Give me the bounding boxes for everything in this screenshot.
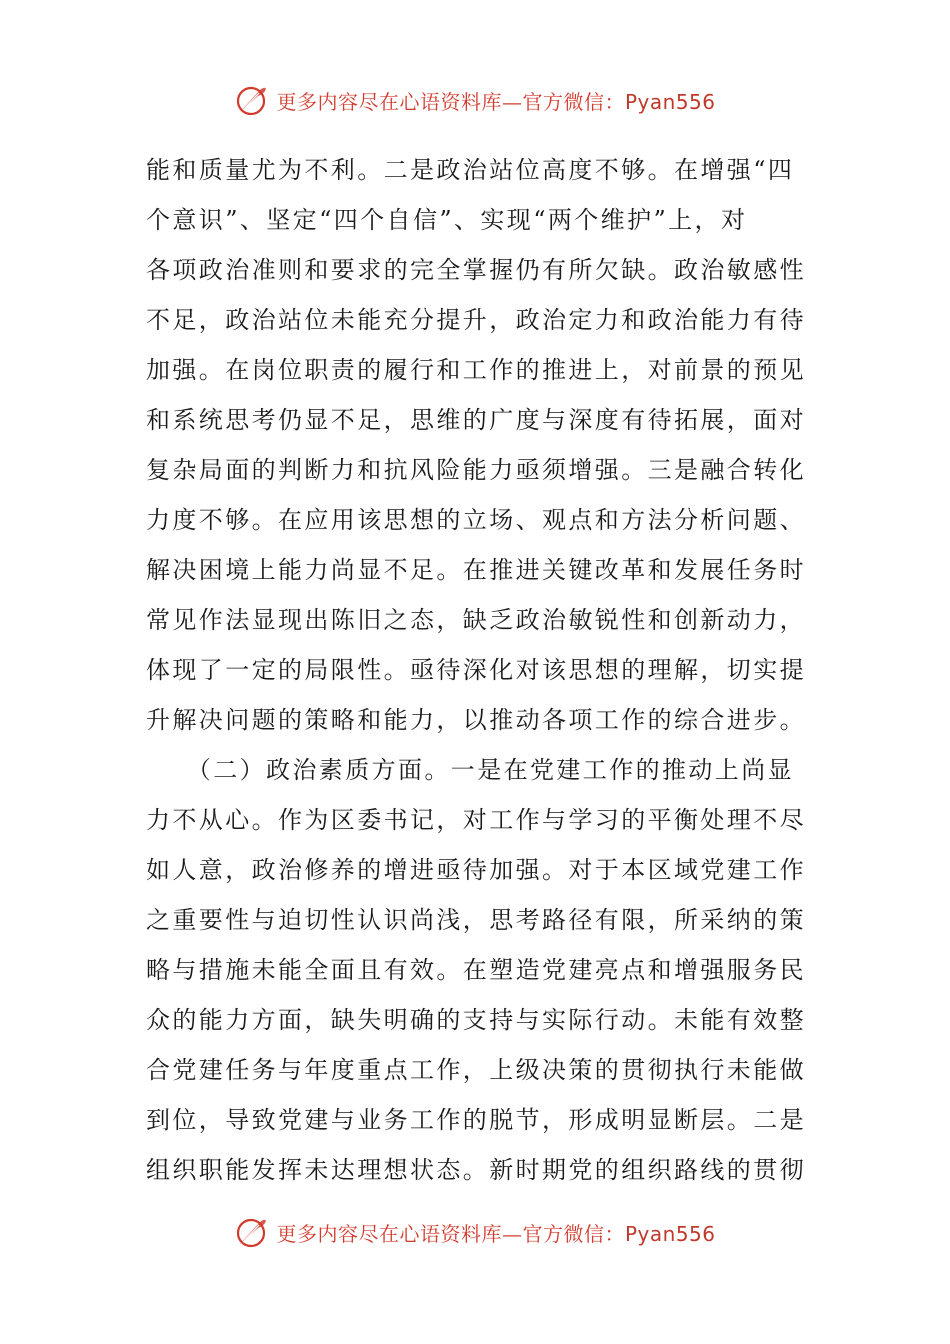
text-line: 加强。在岗位职责的履行和工作的推进上，对前景的预见 (146, 356, 806, 384)
text-line: 如人意，政治修养的增进亟待加强。对于本区域党建工作 (146, 856, 806, 884)
text-line: 之重要性与迫切性认识尚浅，思考路径有限，所采纳的策 (146, 906, 806, 934)
text-line: 升解决问题的策略和能力，以推动各项工作的综合进步。 (146, 706, 806, 734)
text-line: （二）政治素质方面。一是在党建工作的推动上尚显 (146, 756, 794, 784)
text-line: 不足，政治站位未能充分提升，政治定力和政治能力有待 (146, 306, 806, 334)
header-watermark (0, 80, 950, 120)
footer-watermark (0, 1212, 950, 1252)
text-line: 能和质量尤为不利。二是政治站位高度不够。在增强“四 (146, 156, 795, 184)
text-line: 解决困境上能力尚显不足。在推进关键改革和发展任务时 (146, 556, 806, 584)
text-line: 合党建任务与年度重点工作，上级决策的贯彻执行未能做 (146, 1056, 806, 1084)
text-line: 略与措施未能全面且有效。在塑造党建亮点和增强服务民 (146, 956, 806, 984)
text-line: 各项政治准则和要求的完全掌握仍有所欠缺。政治敏感性 (146, 256, 806, 284)
watermark-dash: — (501, 89, 523, 114)
text-line: 和系统思考仍显不足，思维的广度与深度有待拓展，面对 (146, 406, 806, 434)
document-body (146, 145, 806, 1195)
watermark-wechat-id: Pyan556 (624, 1221, 716, 1246)
watermark-wechat-label: 官方微信： (522, 1221, 625, 1246)
text-line: 力度不够。在应用该思想的立场、观点和方法分析问题、 (146, 506, 806, 534)
text-line: 体现了一定的局限性。亟待深化对该思想的理解，切实提 (146, 656, 806, 684)
watermark-text (276, 1218, 715, 1247)
watermark-site: 更多内容尽在心语资料库 (276, 89, 502, 114)
text-line: 众的能力方面，缺失明确的支持与实际行动。未能有效整 (146, 1006, 806, 1034)
text-line: 个意识”、坚定“四个自信”、实现“两个维护”上，对 (146, 206, 748, 234)
quill-logo-icon (234, 82, 270, 118)
text-line: 复杂局面的判断力和抗风险能力亟须增强。三是融合转化 (146, 456, 806, 484)
text-line: 常见作法显现出陈旧之态，缺乏政治敏锐性和创新动力， (146, 606, 806, 634)
text-line: 到位，导致党建与业务工作的脱节，形成明显断层。二是 (146, 1106, 806, 1134)
watermark-text (276, 86, 715, 115)
watermark-wechat-id: Pyan556 (624, 89, 716, 114)
watermark-dash: — (501, 1221, 523, 1246)
text-line: 力不从心。作为区委书记，对工作与学习的平衡处理不尽 (146, 806, 806, 834)
text-line: 组织职能发挥未达理想状态。新时期党的组织路线的贯彻 (146, 1156, 806, 1184)
quill-logo-icon (234, 1214, 270, 1250)
watermark-wechat-label: 官方微信： (522, 89, 625, 114)
watermark-site: 更多内容尽在心语资料库 (276, 1221, 502, 1246)
